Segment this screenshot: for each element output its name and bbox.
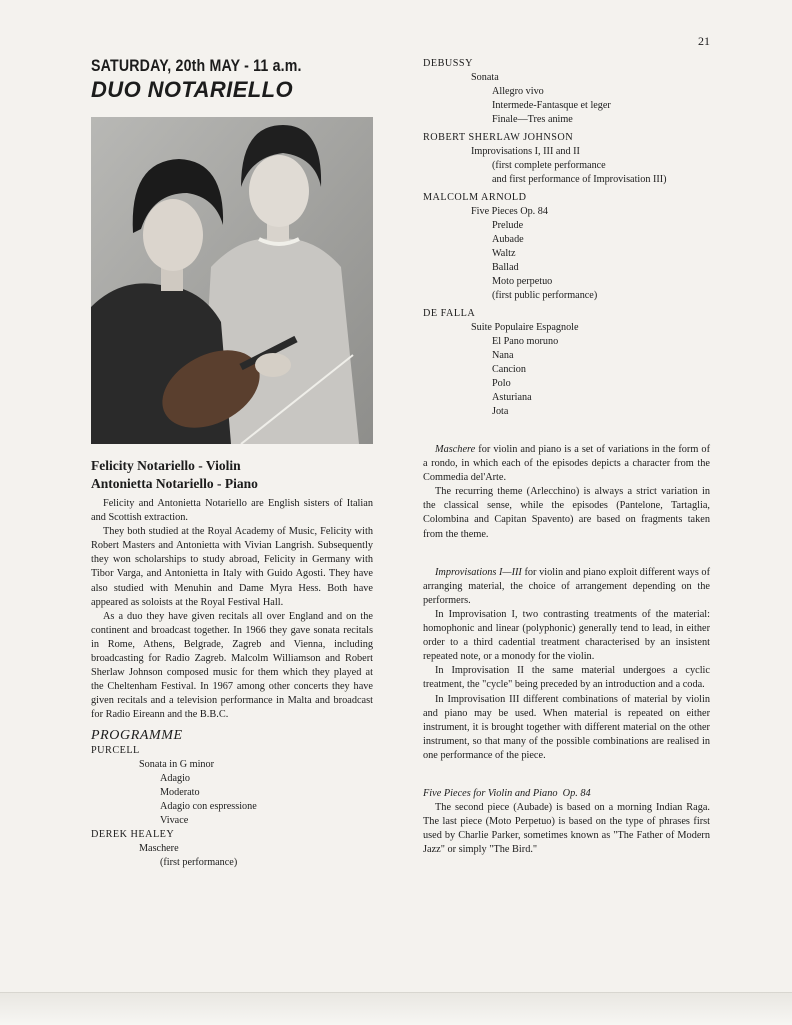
duo-photo-image (91, 117, 373, 444)
movement: Cancion (492, 364, 526, 375)
note-paragraph: In Improvisation III different combinations of material by violin and piano may be used. When material is repeated on either instrument, it is brought together with different material on the other instrument, so that many of the possible combinations are realised in one performance of the piece. (423, 693, 710, 761)
movement: Moderato (160, 786, 200, 798)
note-text: for violin and piano exploit different ways of arranging material, the choice of arrangement depending on the performers. (423, 566, 710, 606)
programme-item-johnson (423, 131, 710, 187)
movement: Vivace (160, 814, 189, 826)
note-paragraph: The recurring theme (Arlecchino) is always a strict variation in the classical sense, while the episodes (Pantelone, Tartaglia, Colombina and Capitan Spavento) are based on fragments taken from the theme. (423, 486, 710, 540)
note-paragraph: In Improvisation I, two contrasting treatments of the material: homophonic and linear (polyphonic) generally tend to lead, in either order to a third cadential treatment characterised by an insistent repeated note, or a monody for the violin. (423, 608, 710, 663)
work-title: Sonata (471, 72, 499, 83)
page-number: 21 (698, 34, 710, 48)
bio-paragraph: They both studied at the Royal Academy of Music, Felicity with Robert Masters and Antonietta with Vivian Langrish. Subsequently they won scholarships to study abroad, Felicity in Germany with Tibor Varga, and Antonietta in Italy with Guido Agosti. They have also studied with Menuhin and Dame Myra Hess. Both have appeared as soloists at the Royal Festival Hall. (91, 526, 373, 608)
movement: Adagio (160, 772, 190, 784)
movement: El Pano moruno (492, 336, 559, 347)
movement: Allegro vivo (492, 86, 544, 97)
note-heading-opus: Op. 84 (562, 787, 591, 799)
work-note: (first complete performance (492, 160, 606, 171)
note-paragraph (423, 566, 710, 608)
note-paragraph (423, 443, 710, 485)
movement: Nana (492, 350, 514, 361)
work-note: and first performance of Improvisation III) (492, 174, 667, 185)
composer-name: DE FALLA (423, 308, 476, 319)
bio-paragraph: As a duo they have given recitals all over England and on the continent and broadcast together. In 1966 they gave sonata recitals in Rome, Athens, Belgrade, Zagreb and Vienna, including broadcasting for Radio Zagreb. Malcolm Williamson and Robert Sherlaw Johnson composed music for them which they played at the Cheltenham Festival. In 1967 among other concerts they have given recitals and a television performance in Malta and broadcast for Radio Eireann and the B.B.C. (91, 610, 373, 721)
event-title: DUO NOTARIELLO (91, 77, 293, 102)
programme-item-falla (423, 307, 710, 419)
movement: Jota (492, 406, 509, 417)
work-note: (first public performance) (492, 290, 598, 301)
performer-violin: Felicity Notariello - Violin (91, 458, 241, 473)
page-edge (0, 992, 792, 1025)
note-paragraph: In Improvisation II the same material undergoes a cyclic treatment, the "cycle" being preceded by an introduction and a coda. (423, 665, 710, 691)
work-title: Five Pieces Op. 84 (471, 206, 548, 217)
note-paragraph: The second piece (Aubade) is based on a morning Indian Raga. The last piece (Moto Perpetuo) is based on the type of phrases first used by Charlie Parker, sometimes known as "The Father of Modern Jazz" or simply "The Bird." (423, 801, 710, 856)
programme-item-healey (91, 828, 373, 870)
note-text: for violin and piano is a set of variations in the form of a rondo, in which each of the episodes depicts a character from the Commedia del'Arte. (423, 444, 710, 484)
work-note: (first performance) (160, 856, 238, 868)
movement: Aubade (492, 234, 524, 245)
work-title: Sonata in G minor (139, 758, 214, 770)
note-maschere (423, 443, 710, 542)
note-improvisations (423, 566, 710, 763)
right-column (423, 57, 710, 857)
movement: Polo (492, 378, 511, 389)
movement: Finale—Tres anime (492, 114, 573, 125)
work-title: Maschere (139, 842, 179, 854)
movement: Intermede-Fantasque et leger (492, 100, 611, 111)
event-date: SATURDAY, 20th MAY - 11 a.m. (91, 57, 302, 75)
left-column (91, 57, 373, 870)
movement: Moto perpetuo (492, 276, 553, 287)
work-title: Improvisations I, III and II (471, 146, 580, 157)
composer-name: DEREK HEALEY (91, 828, 175, 840)
note-work-title: Maschere (435, 444, 476, 455)
programme-item-purcell (91, 744, 373, 828)
performer-piano: Antonietta Notariello - Piano (91, 476, 258, 491)
note-heading (423, 787, 710, 801)
movement: Adagio con espressione (160, 800, 257, 812)
bio-paragraph: Felicity and Antonietta Notariello are English sisters of Italian and Scottish extraction. (91, 498, 373, 524)
note-heading-title: Five Pieces for Violin and Piano (423, 787, 558, 799)
performers (91, 457, 373, 493)
movement: Prelude (492, 220, 524, 231)
work-title: Suite Populaire Espagnole (471, 322, 579, 333)
composer-name: PURCELL (91, 744, 140, 756)
note-work-title: Improvisations I—III (435, 566, 522, 578)
composer-name: ROBERT SHERLAW JOHNSON (423, 132, 574, 143)
programme-item-debussy (423, 57, 710, 127)
movement: Asturiana (492, 392, 532, 403)
programme-item-arnold (423, 191, 710, 303)
movement: Waltz (492, 248, 516, 259)
composer-name: DEBUSSY (423, 58, 473, 69)
biography (91, 497, 373, 723)
movement: Ballad (492, 262, 519, 273)
note-five-pieces (423, 787, 710, 857)
duo-photo (91, 117, 373, 444)
composer-name: MALCOLM ARNOLD (423, 192, 527, 203)
programme-heading: PROGRAMME (91, 727, 183, 743)
